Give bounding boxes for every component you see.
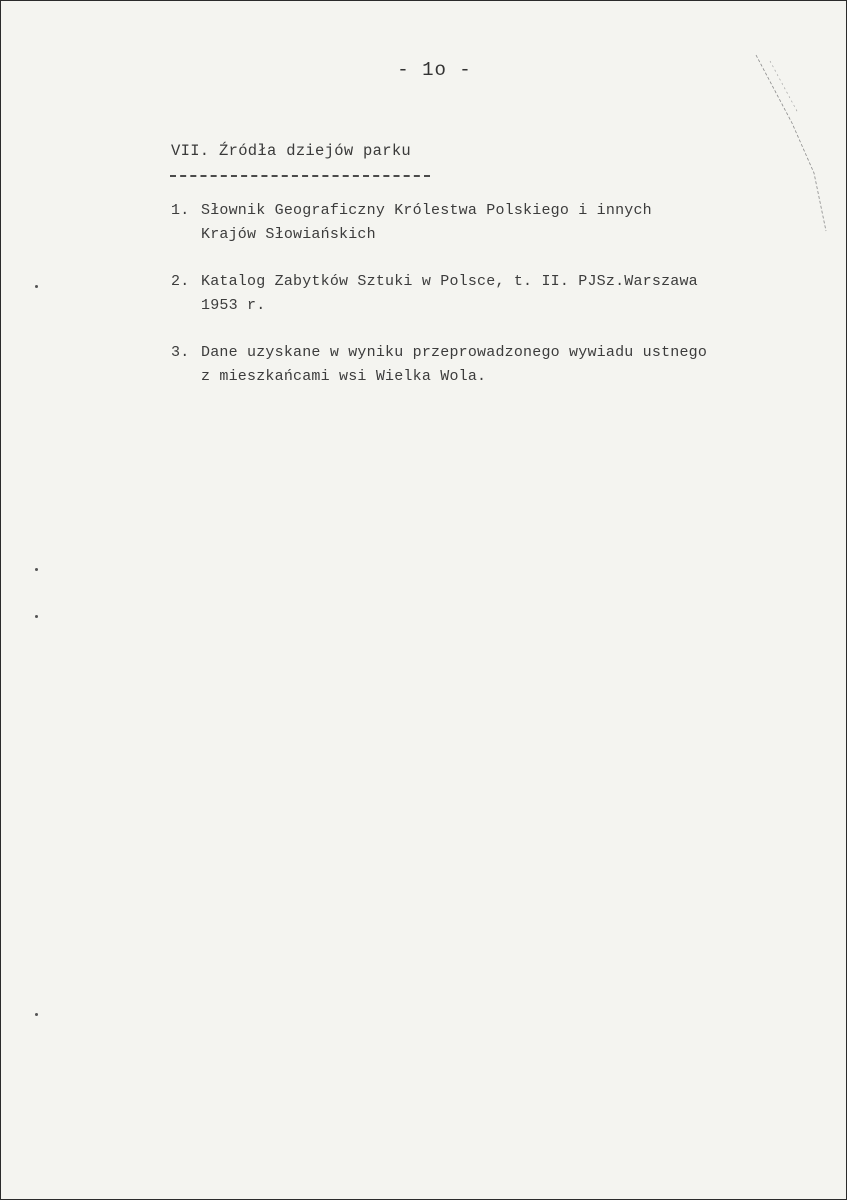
margin-dot: [35, 615, 38, 618]
heading-underline: [170, 175, 430, 177]
source-text: Słownik Geograficzny Królestwa Polskiego i innych Krajów Słowiańskich: [201, 202, 652, 243]
margin-dot: [35, 1013, 38, 1016]
source-number: 3.: [171, 344, 190, 361]
sources-list: [171, 199, 811, 412]
source-number: 2.: [171, 273, 190, 290]
source-item: [171, 341, 811, 389]
page-number: - 1o -: [397, 59, 472, 81]
margin-dot: [35, 568, 38, 571]
source-number: 1.: [171, 202, 190, 219]
margin-dot: [35, 285, 38, 288]
source-item: [171, 270, 811, 318]
source-text: Katalog Zabytków Sztuki w Polsce, t. II. PJSz.Warszawa 1953 r.: [201, 273, 698, 314]
scan-scratch-mark: [752, 53, 832, 243]
source-item: [171, 199, 811, 247]
source-text: Dane uzyskane w wyniku przeprowadzonego wywiadu ustnego z mieszkańcami wsi Wielka Wola.: [201, 344, 708, 385]
section-heading: VII. Źródła dziejów parku: [171, 142, 412, 160]
